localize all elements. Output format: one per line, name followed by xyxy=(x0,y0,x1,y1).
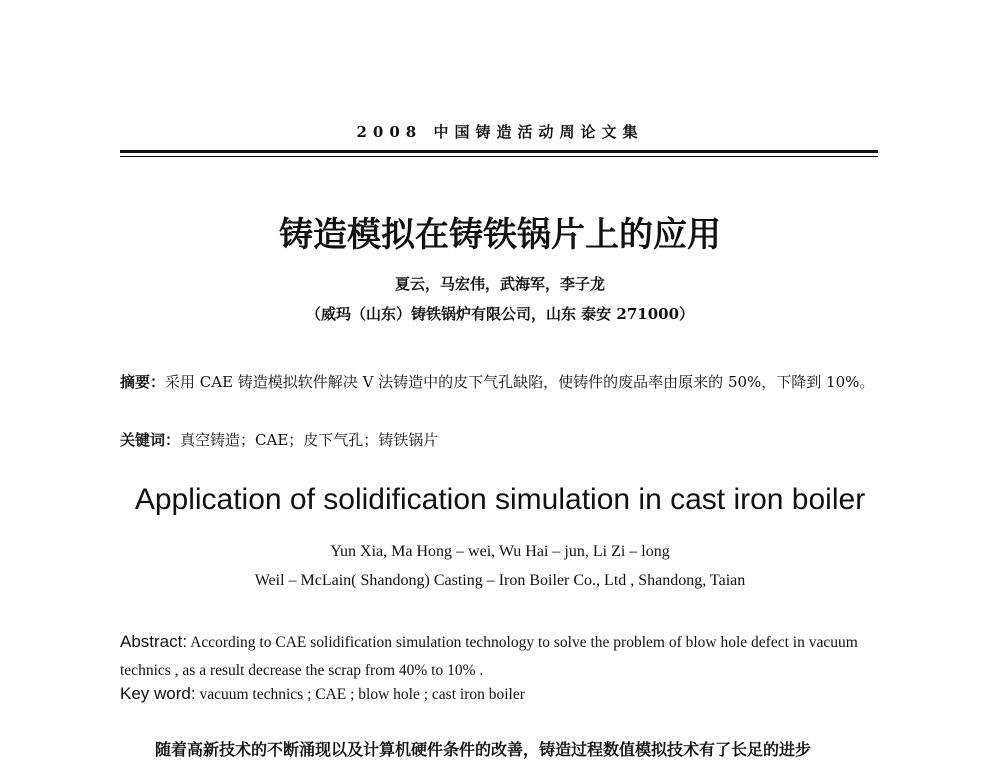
abstract-text-english: According to CAE solidification simulation technology to solve the problem of blow hole defect in vacuum technics , as a result decrease the scrap from 40% to 10% . xyxy=(120,634,858,679)
affiliation-english: Weil – McLain( Shandong) Casting – Iron Boiler Co., Ltd , Shandong, Taian xyxy=(254,572,746,589)
abstract-label-chinese: 摘要： xyxy=(120,373,166,391)
keywords-label-chinese: 关键词： xyxy=(120,431,181,449)
abstract-label-english: Abstract: xyxy=(120,632,188,651)
authors-english: Yun Xia, Ma Hong – wei, Wu Hai – jun, Li Zi – long xyxy=(330,543,670,560)
title-english: Application of solidification simulation in cast iron boiler xyxy=(134,483,866,516)
authors-chinese: 夏云，马宏伟，武海军，李子龙 xyxy=(394,275,605,293)
header-rule-thin xyxy=(120,156,878,157)
affiliation-chinese: （威玛（山东）铸铁锅炉有限公司，山东 泰安 271000） xyxy=(305,305,695,323)
keyword-label-english: Key word: xyxy=(120,684,196,703)
header-rule-thick xyxy=(120,150,878,153)
running-header: 2008 中国铸造活动周论文集 xyxy=(356,123,644,141)
keywords-chinese xyxy=(120,426,890,455)
body-first-line: 随着高新技术的不断涌现以及计算机硬件条件的改善，铸造过程数值模拟技术有了长足的进步 xyxy=(155,740,812,759)
keyword-text-english: vacuum technics ; CAE ; blow hole ; cast iron boiler xyxy=(199,686,525,703)
keywords-english xyxy=(120,684,885,704)
title-chinese: 铸造模拟在铸铁锅片上的应用 xyxy=(279,215,721,255)
keywords-text-chinese: 真空铸造；CAE；皮下气孔；铸铁锅片 xyxy=(180,431,439,449)
abstract-english xyxy=(120,628,885,685)
abstract-text-chinese: 采用 CAE 铸造模拟软件解决 V 法铸造中的皮下气孔缺陷，使铸件的废品率由原来的 50%，下降到 10%。 xyxy=(165,373,875,391)
abstract-chinese xyxy=(120,368,890,397)
